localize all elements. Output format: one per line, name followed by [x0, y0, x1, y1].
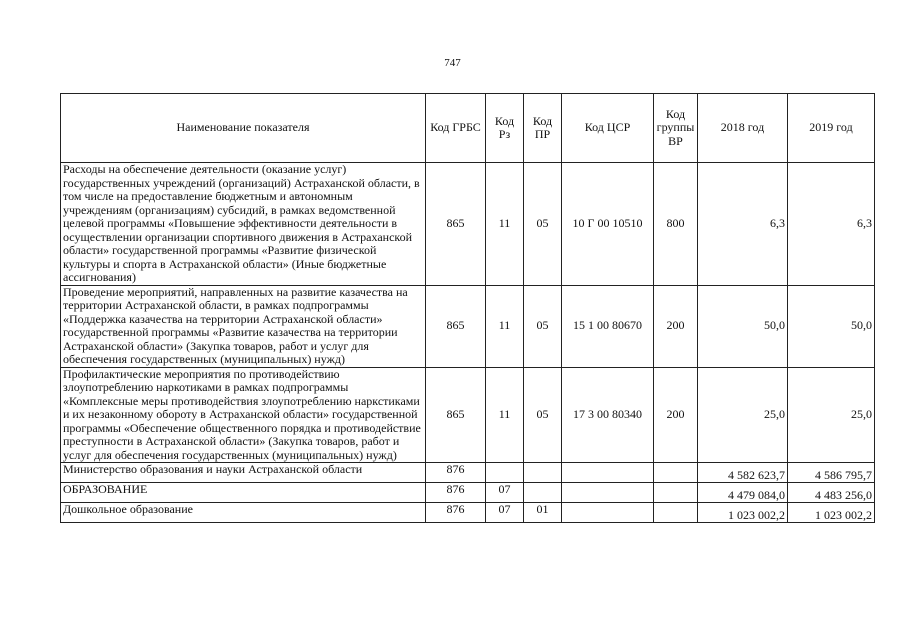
row-2018: 25,0 — [698, 367, 788, 463]
header-grbs: Код ГРБС — [426, 94, 486, 163]
table-row — [61, 463, 875, 483]
row-pr: 01 — [524, 503, 562, 523]
row-grbs: 865 — [426, 163, 486, 286]
row-rz: 07 — [486, 483, 524, 503]
row-grbs: 876 — [426, 463, 486, 483]
row-2019: 1 023 002,2 — [788, 503, 875, 523]
row-vr — [654, 483, 698, 503]
row-2019: 4 586 795,7 — [788, 463, 875, 483]
row-2019: 50,0 — [788, 285, 875, 367]
row-name: Профилактические мероприятия по противодействию злоупотреблению наркотиками в рамках подпрограммы «Комплексные меры противодействия злоупотреблению наркстиками и их незаконному обороту в Астраханской области» государственной программы «Обеспечение общественного порядка и противодействие преступности в Астраханской области» (Закупка товаров, работ и услуг для обеспечения государственных (муниципальных) нужд) — [61, 367, 426, 463]
page-number: 747 — [444, 57, 461, 69]
row-vr — [654, 463, 698, 483]
row-csr — [562, 483, 654, 503]
row-vr — [654, 503, 698, 523]
header-name: Наименование показателя — [61, 94, 426, 163]
row-grbs: 865 — [426, 367, 486, 463]
row-2018: 4 479 084,0 — [698, 483, 788, 503]
row-grbs: 876 — [426, 503, 486, 523]
header-csr: Код ЦСР — [562, 94, 654, 163]
table-row — [61, 503, 875, 523]
row-pr: 05 — [524, 285, 562, 367]
row-2018: 1 023 002,2 — [698, 503, 788, 523]
row-grbs: 876 — [426, 483, 486, 503]
header-vr: Код группы ВР — [654, 94, 698, 163]
row-rz: 11 — [486, 367, 524, 463]
row-csr — [562, 463, 654, 483]
table-row — [61, 367, 875, 463]
row-csr: 10 Г 00 10510 — [562, 163, 654, 286]
row-rz: 07 — [486, 503, 524, 523]
row-csr — [562, 503, 654, 523]
header-2019: 2019 год — [788, 94, 875, 163]
row-pr: 05 — [524, 367, 562, 463]
row-pr — [524, 483, 562, 503]
row-name: Расходы на обеспечение деятельности (оказание услуг) государственных учреждений (организаций) Астраханской области, в том числе на предоставление бюджетным и автономным учреждениям (организациям) субсидий, в рамках ведомственной целевой программы «Повышение эффективности деятельности в осуществлении организации спортивного движения в Астраханской области» государственной программы «Развитие физической культуры и спорта в Астраханской области» (Иные бюджетные ассигнования) — [61, 163, 426, 286]
row-vr: 200 — [654, 285, 698, 367]
row-2018: 50,0 — [698, 285, 788, 367]
row-rz: 11 — [486, 163, 524, 286]
row-vr: 200 — [654, 367, 698, 463]
table-header — [61, 94, 875, 163]
row-vr: 800 — [654, 163, 698, 286]
header-rz: Код Рз — [486, 94, 524, 163]
row-csr: 15 1 00 80670 — [562, 285, 654, 367]
row-csr: 17 3 00 80340 — [562, 367, 654, 463]
row-2019: 4 483 256,0 — [788, 483, 875, 503]
header-2018: 2018 год — [698, 94, 788, 163]
row-2019: 25,0 — [788, 367, 875, 463]
row-pr: 05 — [524, 163, 562, 286]
row-grbs: 865 — [426, 285, 486, 367]
row-name: Министерство образования и науки Астраханской области — [61, 463, 426, 483]
header-pr: Код ПР — [524, 94, 562, 163]
row-name: ОБРАЗОВАНИЕ — [61, 483, 426, 503]
row-2019: 6,3 — [788, 163, 875, 286]
row-2018: 4 582 623,7 — [698, 463, 788, 483]
row-pr — [524, 463, 562, 483]
budget-table — [60, 93, 875, 523]
row-2018: 6,3 — [698, 163, 788, 286]
row-rz — [486, 463, 524, 483]
row-rz: 11 — [486, 285, 524, 367]
table-row — [61, 163, 875, 286]
table-row — [61, 285, 875, 367]
row-name: Дошкольное образование — [61, 503, 426, 523]
row-name: Проведение мероприятий, направленных на развитие казачества на территории Астраханской области, в рамках подпрограммы «Поддержка казачества на территории Астраханской области» государственной программы «Развитие казачества на территории Астраханской области» (Закупка товаров, работ и услуг для обеспечения государственных (муниципальных) нужд) — [61, 285, 426, 367]
table-row — [61, 483, 875, 503]
